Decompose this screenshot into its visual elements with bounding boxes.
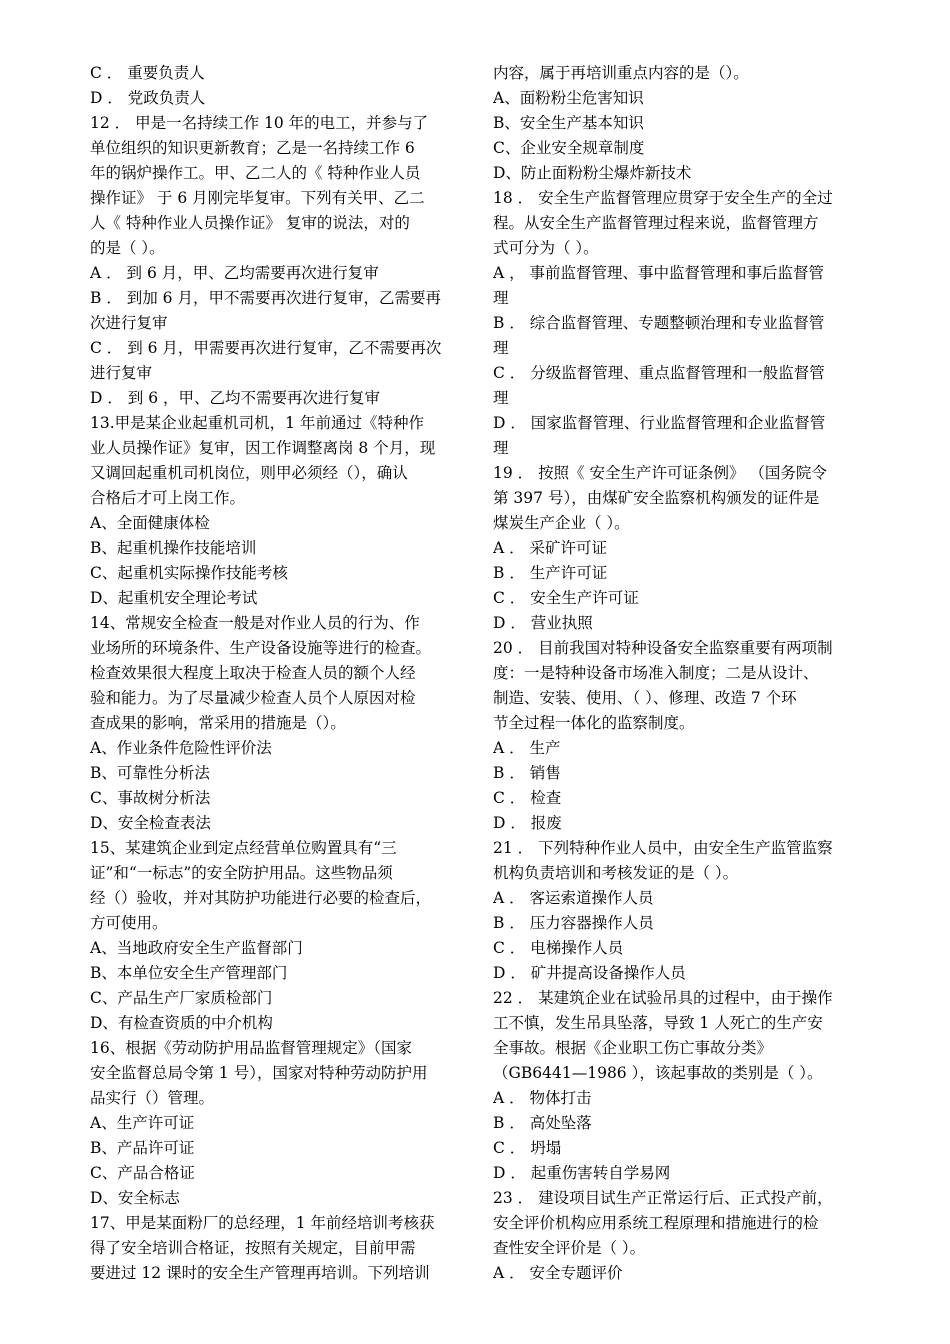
text-line: 单位组织的知识更新教育；乙是一名持续工作 6 [90,139,415,157]
text-line: 年的锅炉操作工。甲、乙二人的《 特种作业人员 [90,164,421,182]
text-line: D ． 党政负责人 [90,89,206,107]
text-line: 理 [493,339,509,357]
text-line: D ． 营业执照 [493,614,593,632]
text-line: 第 397 号），由煤矿安全监察机构颁发的证件是 [493,489,820,507]
text-line: D ． 矿井提高设备操作人员 [493,964,686,982]
text-line: B ． 压力容器操作人员 [493,914,654,932]
text-line: C ． 检查 [493,789,562,807]
text-line: 煤炭生产企业（ ）。 [493,514,630,532]
text-line: A ． 客运索道操作人员 [493,889,654,907]
text-line: C、起重机实际操作技能考核 [90,564,288,582]
text-line: 度：一是特种设备市场准入制度；二是从设计、 [493,664,819,682]
text-line: 合格后才可上岗工作。 [90,489,246,507]
text-line: D ． 起重伤害转自学易网 [493,1164,671,1182]
right-column [493,61,868,1286]
text-line: C、事故树分析法 [90,789,211,807]
text-line: B、安全生产基本知识 [493,114,644,132]
text-line: 验和能力。为了尽量减少检查人员个人原因对检 [90,689,416,707]
text-line: C、产品生产厂家质检部门 [90,989,273,1007]
text-line: 机构负责培训和考核发证的是（ ）。 [493,864,739,882]
text-line: 的是（ ）。 [90,239,165,257]
text-line: C、产品合格证 [90,1164,195,1182]
text-line: 证”和“一标志”的安全防护用品。这些物品须 [90,864,393,882]
text-line: 查性安全评价是（ ）。 [493,1239,646,1257]
text-line: 内容，属于再培训重点内容的是（）。 [493,64,749,82]
text-line: 业人员操作证》复审，因工作调整离岗 8 个月，现 [90,439,436,457]
text-line: 16、根据《劳动防护用品监督管理规定》（国家 [90,1039,412,1057]
text-line: C ． 分级监督管理、重点监督管理和一般监督管 [493,364,825,382]
text-line: 18 ． 安全生产监督管理应贯穿于安全生产的全过 [493,189,833,207]
text-line: 要进过 12 课时的安全生产管理再培训。下列培训 [90,1264,430,1282]
text-line: 理 [493,439,509,457]
text-line: C、企业安全规章制度 [493,139,645,157]
text-line: B、可靠性分析法 [90,764,210,782]
text-line: 又调回起重机司机岗位，则甲必须经（），确认 [90,464,408,482]
text-line: B、产品许可证 [90,1139,195,1157]
text-line: D、起重机安全理论考试 [90,589,258,607]
text-line: 全事故。根据《企业职工伤亡事故分类》 [493,1039,773,1057]
text-line: 人《 特种作业人员操作证》 复审的说法，对的 [90,214,410,232]
text-line: D、防止面粉粉尘爆炸新技术 [493,164,692,182]
text-line: 制造、安装、使用、（ ）、修理、改造 7 个环 [493,689,797,707]
text-line: A ． 物体打击 [493,1089,592,1107]
text-line: B ． 到加 6 月，甲不需要再次进行复审，乙需要再 [90,289,441,307]
text-line: 17、甲是某面粉厂的总经理，1 年前经培训考核获 [90,1214,435,1232]
text-line: B ． 生产许可证 [493,564,608,582]
text-line: A、当地政府安全生产监督部门 [90,939,303,957]
text-line: A、全面健康体检 [90,514,210,532]
text-line: A、生产许可证 [90,1114,195,1132]
text-line: 操作证》 于 6 月刚完毕复审。下列有关甲、乙二 [90,189,425,207]
text-line: 得了安全培训合格证，按照有关规定，目前甲需 [90,1239,416,1257]
text-line: 15、某建筑企业到定点经营单位购置具有“三 [90,839,397,857]
text-line: A ． 安全专题评价 [493,1264,623,1282]
text-line: D、有检查资质的中介机构 [90,1014,273,1032]
text-line: D ． 国家监督管理、行业监督管理和企业监督管 [493,414,826,432]
text-line: 安全监督总局令第 1 号），国家对特种劳动防护用 [90,1064,428,1082]
text-line: D、安全检查表法 [90,814,211,832]
text-line: 查成果的影响，常采用的措施是（）。 [90,714,346,732]
text-line: 方可使用。 [90,914,168,932]
text-line: B ． 高处坠落 [493,1114,592,1132]
text-line: D、安全标志 [90,1189,180,1207]
text-line: B ． 综合监督管理、专题整顿治理和专业监督管 [493,314,825,332]
text-line: 品实行（）管理。 [90,1089,215,1107]
text-line: 进行复审 [90,364,153,382]
text-line: （GB6441—1986 ），该起事故的类别是（ ）。 [493,1064,823,1082]
text-line: A ， 事前监督管理、事中监督管理和事后监督管 [493,264,825,282]
text-line: 13.甲是某企业起重机司机，1 年前通过《特种作 [90,414,424,432]
text-line: D ． 到 6 ，甲、乙均不需要再次进行复审 [90,389,380,407]
text-line: B、起重机操作技能培训 [90,539,257,557]
text-line: 经（）验收，并对其防护功能进行必要的检查后， [90,889,432,907]
text-line: B ． 销售 [493,764,561,782]
text-line: C ． 坍塌 [493,1139,562,1157]
text-line: 安全评价机构应用系统工程原理和措施进行的检 [493,1214,819,1232]
text-line: 节全过程一体化的监察制度。 [493,714,695,732]
text-line: 22 ． 某建筑企业在试验吊具的过程中，由于操作 [493,989,833,1007]
text-line: 业场所的环境条件、生产设备设施等进行的检查。 [90,639,432,657]
left-column [90,61,465,1286]
text-line: C ． 电梯操作人员 [493,939,624,957]
text-line: 理 [493,289,509,307]
text-line: C ． 安全生产许可证 [493,589,639,607]
text-line: A ． 到 6 月，甲、乙均需要再次进行复审 [90,264,379,282]
text-line: A、面粉粉尘危害知识 [493,89,644,107]
text-line: 理 [493,389,509,407]
text-line: A ． 生产 [493,739,561,757]
text-line: 21 ． 下列特种作业人员中，由安全生产监管监察 [493,839,833,857]
text-line: A ． 采矿许可证 [493,539,608,557]
text-line: 程。从安全生产监督管理过程来说，监督管理方 [493,214,819,232]
text-line: 次进行复审 [90,314,168,332]
text-line: A、作业条件危险性评价法 [90,739,272,757]
text-line: 14、常规安全检查一般是对作业人员的行为、作 [90,614,420,632]
text-line: 23 ． 建设项目试生产正常运行后、正式投产前， [493,1189,833,1207]
text-line: C ． 到 6 月，甲需要再次进行复审，乙不需要再次 [90,339,442,357]
text-line: 12 ． 甲是一名持续工作 10 年的电工，并参与了 [90,114,429,132]
text-line: 式可分为（ ）。 [493,239,599,257]
text-line: 检查效果很大程度上取决于检查人员的额个人经 [90,664,416,682]
text-line: D ． 报废 [493,814,562,832]
text-line: C ． 重要负责人 [90,64,205,82]
text-line: 20 ． 目前我国对特种设备安全监察重要有两项制 [493,639,833,657]
text-line: 工不慎，发生吊具坠落，导致 1 人死亡的生产安 [493,1014,823,1032]
text-line: B、本单位安全生产管理部门 [90,964,288,982]
text-line: 19 ． 按照《 安全生产许可证条例》 （国务院令 [493,464,827,482]
